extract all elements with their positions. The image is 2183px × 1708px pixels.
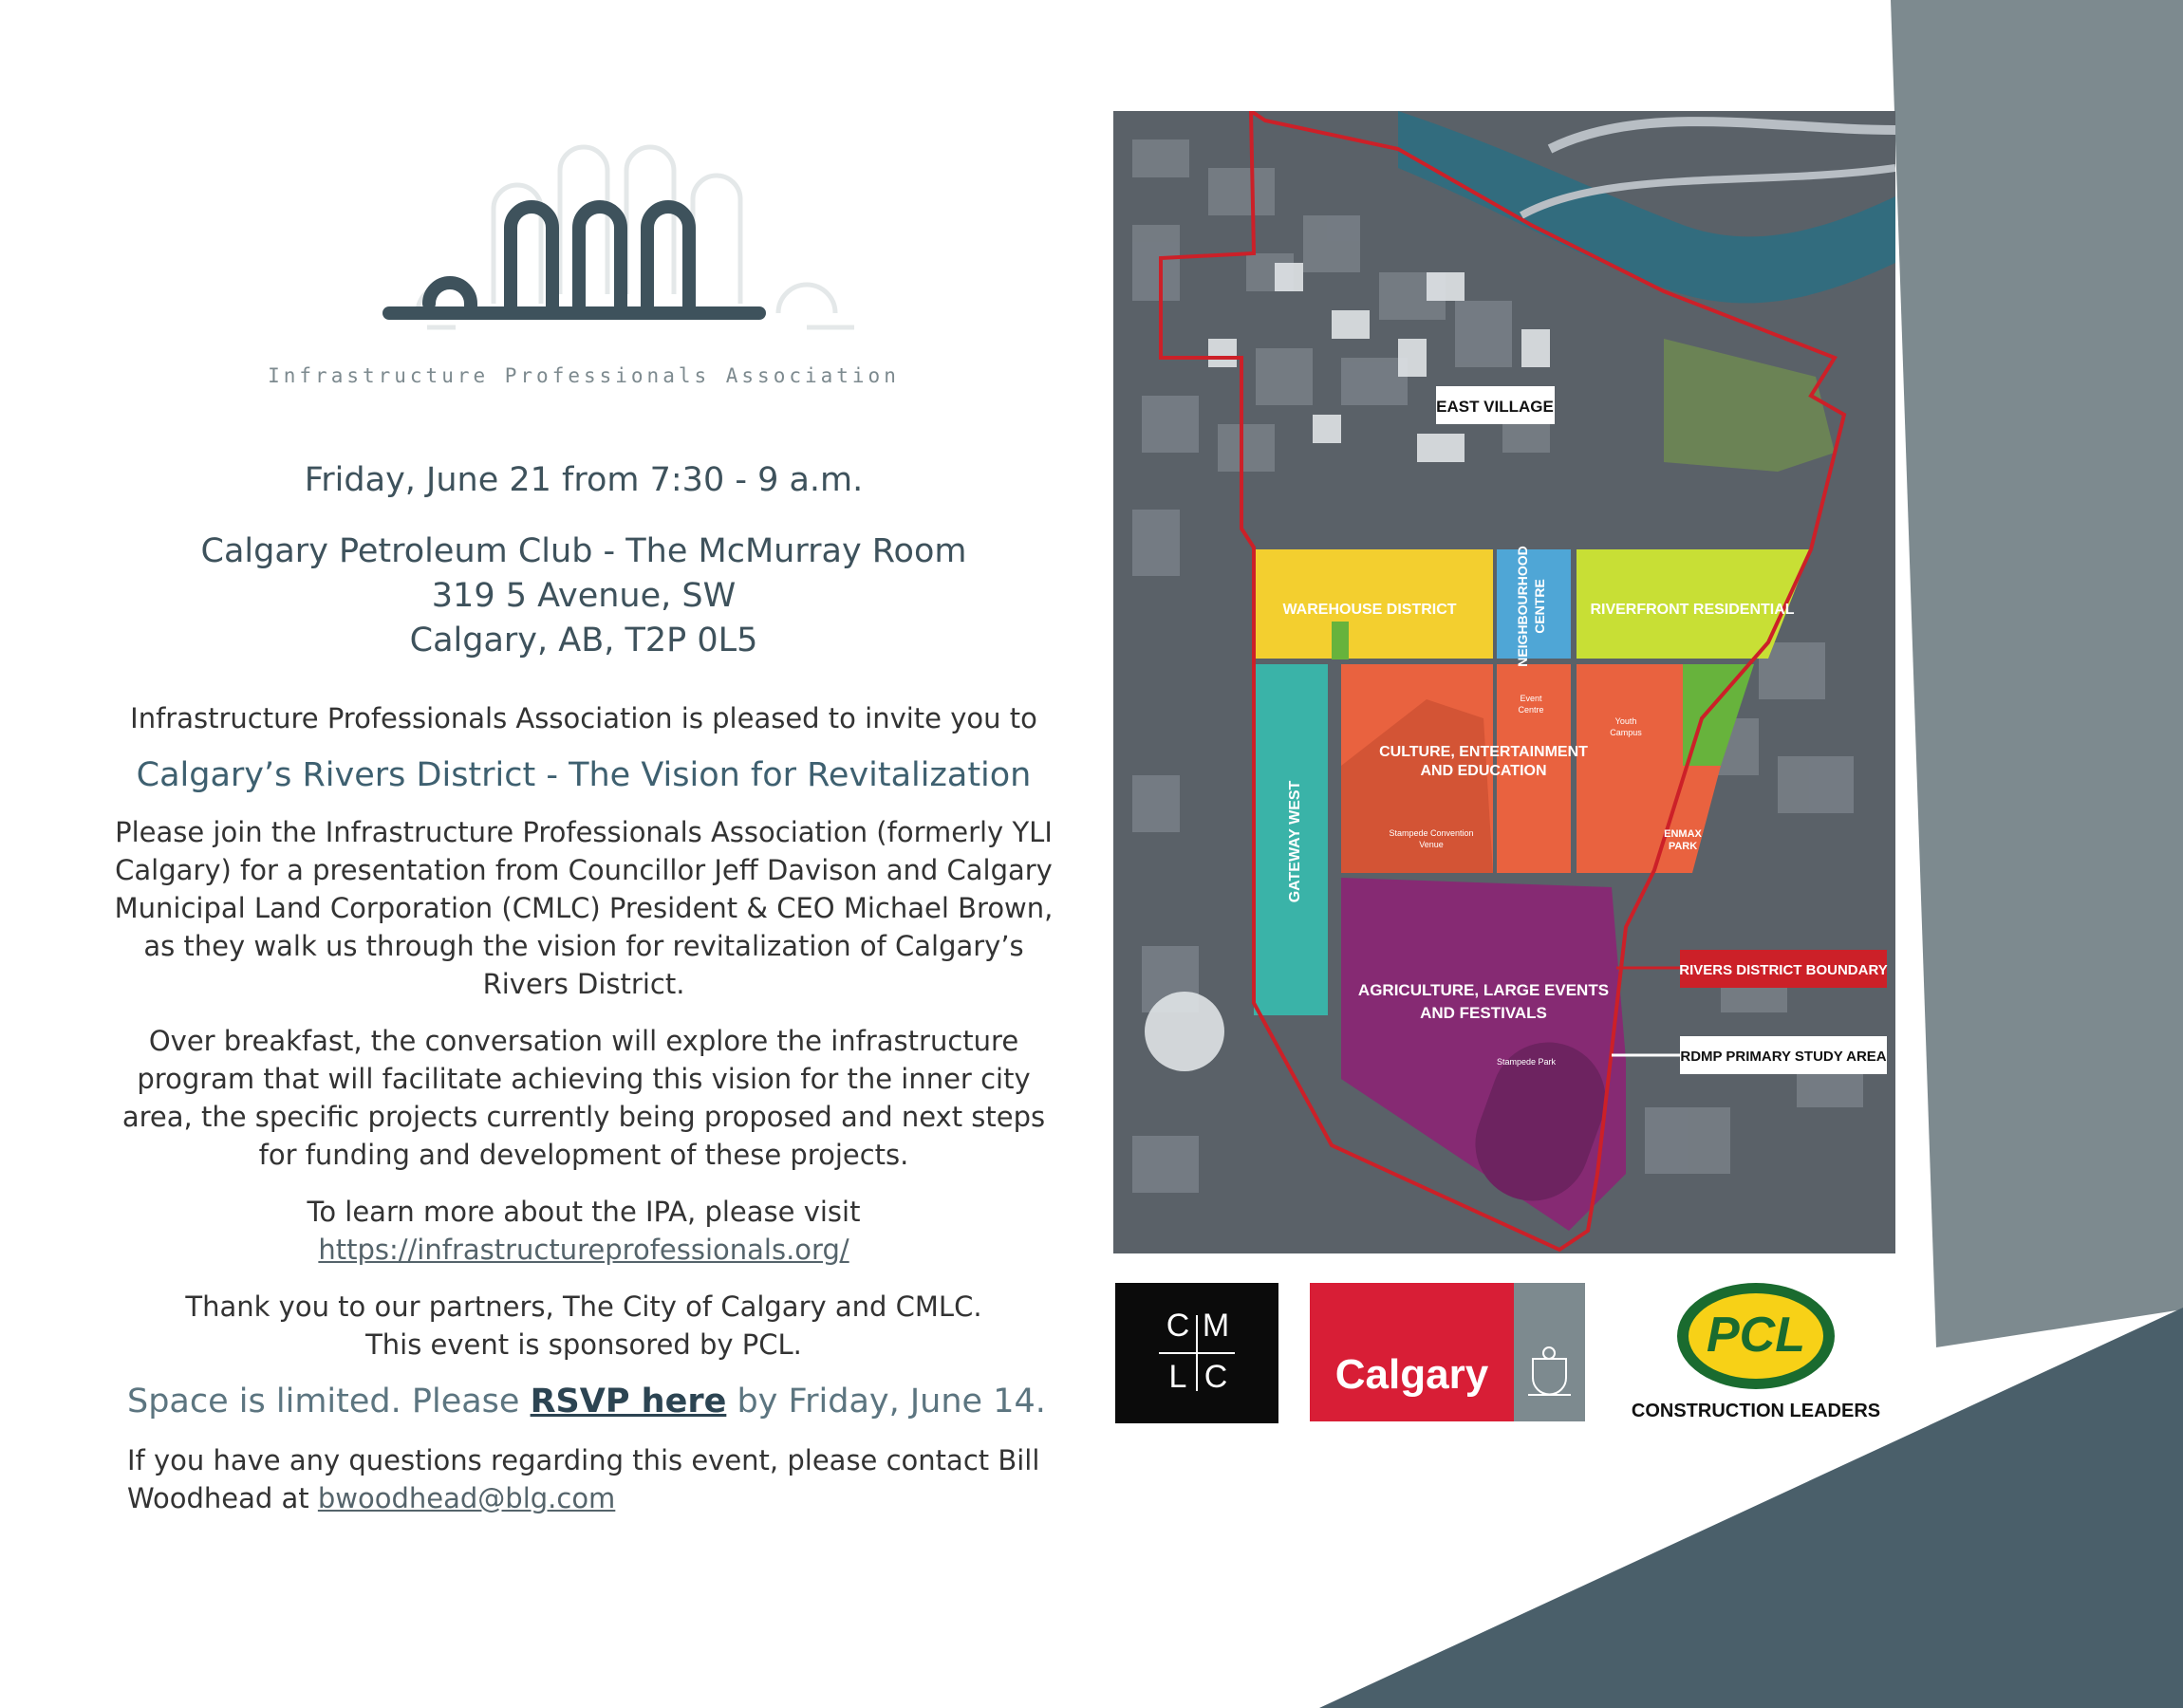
contact-line bbox=[127, 1441, 1054, 1517]
event-date-time: Friday, June 21 from 7:30 - 9 a.m. bbox=[304, 461, 864, 499]
label-enmax-1: ENMAX bbox=[1664, 828, 1702, 840]
label-stampede-park: Stampede Park bbox=[1496, 1057, 1557, 1067]
grey-side-panel bbox=[1891, 0, 2183, 1347]
org-name: Infrastructure Professionals Association bbox=[268, 364, 900, 387]
website-link[interactable]: https://infrastructureprofessionals.org/ bbox=[318, 1234, 849, 1266]
pcl-logo bbox=[1609, 1283, 1903, 1425]
label-convention-1: Stampede Convention bbox=[1389, 828, 1474, 838]
event-headline: Calgary’s Rivers District - The Vision for Revitalization bbox=[136, 756, 1032, 794]
label-neighbourhood-1: NEIGHBOURHOOD bbox=[1515, 546, 1530, 667]
invite-line: Infrastructure Professionals Association is pleased to invite you to bbox=[130, 702, 1037, 734]
label-event-centre-1: Event bbox=[1520, 694, 1542, 703]
label-enmax-2: PARK bbox=[1668, 841, 1698, 852]
venue-city: Calgary, AB, T2P 0L5 bbox=[409, 622, 758, 659]
rsvp-link[interactable]: RSVP here bbox=[530, 1383, 727, 1420]
label-warehouse: WAREHOUSE DISTRICT bbox=[1282, 602, 1457, 618]
legend-boundary-label: RIVERS DISTRICT BOUNDARY bbox=[1679, 962, 1888, 978]
legend-study-label: RDMP PRIMARY STUDY AREA bbox=[1680, 1049, 1887, 1065]
label-culture-2: AND EDUCATION bbox=[1420, 763, 1547, 779]
label-youth-1: Youth bbox=[1614, 716, 1637, 726]
venue-street: 319 5 Avenue, SW bbox=[431, 577, 737, 615]
description-paragraph: Please join the Infrastructure Professionals Association (formerly YLI Calgary) for a presentation from Councillor Jeff Davison and Calgary Municipal Land Corporation (CMLC) President & CEO Michael Brown, as they walk us through the vision for revitalization of Calgary’s Rivers District. bbox=[114, 816, 1054, 1000]
cmlc-letter-c2: C bbox=[1203, 1359, 1228, 1395]
contact-text: If you have any questions regarding this event, please contact Bill Woodhead at bbox=[127, 1444, 1040, 1514]
sponsor-logos bbox=[1115, 1283, 1903, 1425]
bridge-arches-icon bbox=[114, 133, 1054, 361]
venue-name: Calgary Petroleum Club - The McMurray Room bbox=[200, 532, 967, 570]
rsvp-after: by Friday, June 14. bbox=[737, 1383, 1046, 1420]
learn-more-text: To learn more about the IPA, please visit bbox=[307, 1196, 861, 1228]
thanks-partners: Thank you to our partners, The City of Calgary and CMLC. bbox=[185, 1290, 982, 1323]
label-gateway: GATEWAY WEST bbox=[1287, 780, 1303, 903]
label-neighbourhood-2: CENTRE bbox=[1532, 579, 1547, 634]
label-riverfront: RIVERFRONT RESIDENTIAL bbox=[1590, 602, 1795, 618]
invitation-column bbox=[114, 133, 1054, 1517]
label-youth-2: Campus bbox=[1610, 728, 1642, 737]
thanks-sponsor: This event is sponsored by PCL. bbox=[365, 1328, 802, 1361]
learn-more bbox=[114, 1193, 1054, 1269]
thanks bbox=[114, 1288, 1054, 1364]
rivers-district-map bbox=[1113, 111, 1895, 1253]
ipa-logo bbox=[114, 133, 1054, 361]
contact-email-link[interactable]: bwoodhead@blg.com bbox=[317, 1482, 616, 1514]
city-crest-icon bbox=[1514, 1283, 1585, 1421]
event-venue bbox=[114, 529, 1054, 663]
breakfast-paragraph: Over breakfast, the conversation will explore the infrastructure program that will facilitate achieving this vision for the inner city area, the specific projects currently being proposed and next steps for funding and development of these projects. bbox=[121, 1025, 1046, 1171]
cmlc-letter-l: L bbox=[1168, 1359, 1187, 1395]
calgary-wordmark: Calgary bbox=[1334, 1351, 1489, 1398]
city-of-calgary-logo bbox=[1310, 1283, 1585, 1421]
pcl-tagline: CONSTRUCTION LEADERS bbox=[1631, 1401, 1881, 1421]
pcl-oval-icon bbox=[1609, 1283, 1903, 1397]
label-culture-1: CULTURE, ENTERTAINMENT bbox=[1379, 744, 1588, 760]
rsvp-line bbox=[127, 1383, 1054, 1420]
label-agriculture-1: AGRICULTURE, LARGE EVENTS bbox=[1357, 981, 1610, 999]
rsvp-before: Space is limited. Please bbox=[127, 1383, 520, 1420]
label-agriculture-2: AND FESTIVALS bbox=[1420, 1004, 1547, 1022]
label-east-village: EAST VILLAGE bbox=[1436, 398, 1554, 416]
cmlc-logo bbox=[1115, 1283, 1278, 1423]
cmlc-letter-m: M bbox=[1202, 1308, 1230, 1344]
label-event-centre-2: Centre bbox=[1518, 705, 1544, 715]
label-convention-2: Venue bbox=[1419, 840, 1444, 849]
pcl-wordmark: PCL bbox=[1707, 1308, 1805, 1363]
cmlc-letter-c1: C bbox=[1166, 1308, 1190, 1344]
